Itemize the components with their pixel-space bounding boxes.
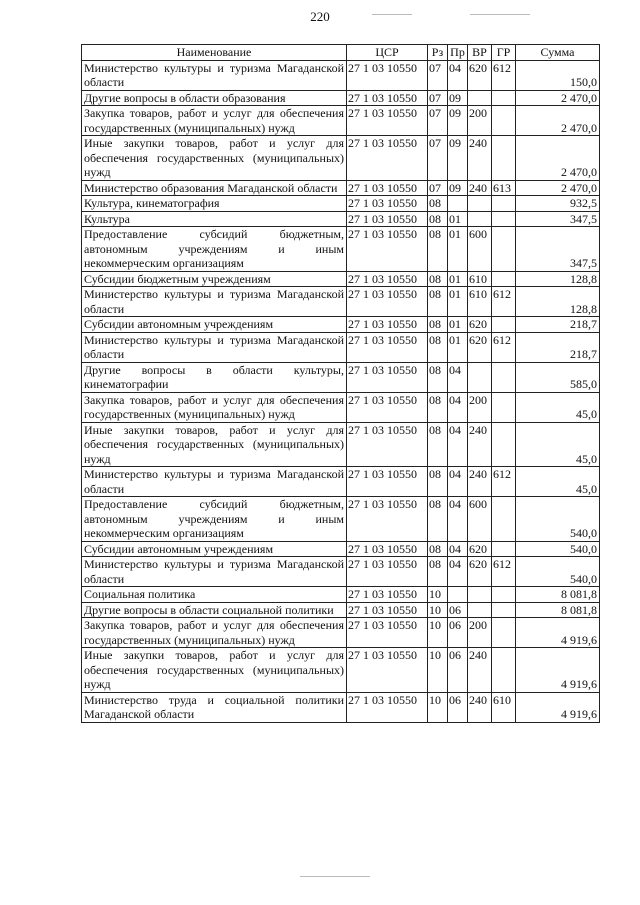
cell-rz: 07: [428, 90, 448, 106]
cell-rz: 08: [428, 541, 448, 557]
cell-rz: 10: [428, 692, 448, 722]
cell-csr: 27 1 03 10550: [347, 618, 428, 648]
cell-sum: 540,0: [516, 557, 600, 587]
cell-rz: 07: [428, 106, 448, 136]
scan-artifact: [300, 876, 370, 877]
table-row: [82, 227, 600, 272]
cell-pr: 01: [448, 332, 468, 362]
table-row: [82, 602, 600, 618]
cell-rz: 10: [428, 618, 448, 648]
cell-pr: 06: [448, 648, 468, 693]
cell-pr: 04: [448, 422, 468, 467]
header-rz: Рз: [428, 45, 448, 61]
table-row: [82, 362, 600, 392]
cell-rz: 08: [428, 497, 448, 542]
header-pr: Пр: [448, 45, 468, 61]
cell-sum: 4 919,6: [516, 648, 600, 693]
cell-sum: 585,0: [516, 362, 600, 392]
table-row: [82, 60, 600, 90]
cell-csr: 27 1 03 10550: [347, 422, 428, 467]
cell-sum: 8 081,8: [516, 602, 600, 618]
table-row: [82, 106, 600, 136]
cell-pr: 01: [448, 287, 468, 317]
cell-csr: 27 1 03 10550: [347, 211, 428, 227]
header-sum: Сумма: [516, 45, 600, 61]
cell-pr: 04: [448, 467, 468, 497]
cell-pr: 09: [448, 106, 468, 136]
cell-vr: [468, 602, 492, 618]
table-row: [82, 196, 600, 212]
cell-name: Субсидии бюджетным учреждениям: [82, 271, 347, 287]
cell-gr: 612: [492, 332, 516, 362]
cell-name: Другие вопросы в области культуры, кинематографии: [82, 362, 347, 392]
cell-gr: [492, 422, 516, 467]
cell-gr: [492, 227, 516, 272]
cell-vr: 620: [468, 557, 492, 587]
cell-gr: [492, 90, 516, 106]
table-row: [82, 271, 600, 287]
cell-vr: 610: [468, 271, 492, 287]
cell-csr: 27 1 03 10550: [347, 648, 428, 693]
cell-pr: 01: [448, 227, 468, 272]
cell-csr: 27 1 03 10550: [347, 587, 428, 603]
table-row: [82, 422, 600, 467]
cell-rz: 10: [428, 602, 448, 618]
cell-vr: 200: [468, 618, 492, 648]
cell-vr: 240: [468, 648, 492, 693]
cell-sum: 2 470,0: [516, 136, 600, 181]
table-body: [82, 60, 600, 722]
cell-gr: [492, 618, 516, 648]
cell-vr: [468, 587, 492, 603]
cell-csr: 27 1 03 10550: [347, 602, 428, 618]
cell-rz: 08: [428, 332, 448, 362]
cell-pr: 06: [448, 618, 468, 648]
cell-sum: 150,0: [516, 60, 600, 90]
cell-sum: 347,5: [516, 211, 600, 227]
table-row: [82, 211, 600, 227]
cell-sum: 8 081,8: [516, 587, 600, 603]
cell-sum: 45,0: [516, 467, 600, 497]
cell-csr: 27 1 03 10550: [347, 180, 428, 196]
table-row: [82, 541, 600, 557]
header-gr: ГР: [492, 45, 516, 61]
cell-name: Иные закупки товаров, работ и услуг для обеспечения государственных (муниципальных) нужд: [82, 136, 347, 181]
cell-vr: 620: [468, 541, 492, 557]
cell-vr: 610: [468, 287, 492, 317]
cell-name: Министерство культуры и туризма Магаданской области: [82, 287, 347, 317]
table-row: [82, 392, 600, 422]
cell-sum: 2 470,0: [516, 106, 600, 136]
budget-table-container: [81, 44, 599, 723]
cell-rz: 10: [428, 648, 448, 693]
cell-pr: 01: [448, 271, 468, 287]
budget-table: [81, 44, 600, 723]
cell-gr: [492, 602, 516, 618]
cell-gr: [492, 106, 516, 136]
cell-vr: 620: [468, 60, 492, 90]
cell-pr: 04: [448, 362, 468, 392]
cell-rz: 08: [428, 196, 448, 212]
cell-csr: 27 1 03 10550: [347, 227, 428, 272]
table-row: [82, 180, 600, 196]
table-row: [82, 692, 600, 722]
table-row: [82, 90, 600, 106]
cell-gr: [492, 317, 516, 333]
cell-rz: 07: [428, 180, 448, 196]
table-row: [82, 648, 600, 693]
cell-sum: 540,0: [516, 497, 600, 542]
cell-rz: 07: [428, 60, 448, 90]
cell-csr: 27 1 03 10550: [347, 557, 428, 587]
cell-sum: 128,8: [516, 271, 600, 287]
cell-gr: [492, 271, 516, 287]
cell-pr: 09: [448, 180, 468, 196]
table-header: [82, 45, 600, 61]
cell-csr: 27 1 03 10550: [347, 332, 428, 362]
cell-pr: 09: [448, 90, 468, 106]
cell-rz: 08: [428, 467, 448, 497]
cell-name: Другие вопросы в области социальной политики: [82, 602, 347, 618]
cell-name: Министерство образования Магаданской области: [82, 180, 347, 196]
cell-pr: 01: [448, 211, 468, 227]
cell-rz: 10: [428, 587, 448, 603]
cell-name: Иные закупки товаров, работ и услуг для обеспечения государственных (муниципальных) нужд: [82, 648, 347, 693]
cell-rz: 08: [428, 211, 448, 227]
cell-csr: 27 1 03 10550: [347, 362, 428, 392]
cell-csr: 27 1 03 10550: [347, 106, 428, 136]
cell-sum: 932,5: [516, 196, 600, 212]
cell-sum: 45,0: [516, 422, 600, 467]
cell-vr: 200: [468, 106, 492, 136]
table-row: [82, 136, 600, 181]
cell-vr: 600: [468, 497, 492, 542]
table-row: [82, 332, 600, 362]
cell-sum: 128,8: [516, 287, 600, 317]
cell-rz: 08: [428, 422, 448, 467]
cell-rz: 07: [428, 136, 448, 181]
cell-pr: 04: [448, 392, 468, 422]
cell-pr: 09: [448, 136, 468, 181]
cell-name: Закупка товаров, работ и услуг для обеспечения государственных (муниципальных) нужд: [82, 106, 347, 136]
cell-vr: [468, 211, 492, 227]
cell-pr: 01: [448, 317, 468, 333]
cell-gr: [492, 136, 516, 181]
scan-artifact: [470, 14, 530, 15]
cell-name: Закупка товаров, работ и услуг для обеспечения государственных (муниципальных) нужд: [82, 392, 347, 422]
cell-vr: [468, 90, 492, 106]
cell-csr: 27 1 03 10550: [347, 90, 428, 106]
cell-pr: 04: [448, 541, 468, 557]
cell-rz: 08: [428, 287, 448, 317]
cell-csr: 27 1 03 10550: [347, 541, 428, 557]
cell-pr: [448, 196, 468, 212]
cell-gr: [492, 541, 516, 557]
header-vr: ВР: [468, 45, 492, 61]
cell-name: Министерство культуры и туризма Магаданской области: [82, 60, 347, 90]
cell-vr: 200: [468, 392, 492, 422]
table-row: [82, 497, 600, 542]
cell-vr: 240: [468, 180, 492, 196]
cell-vr: 240: [468, 136, 492, 181]
cell-csr: 27 1 03 10550: [347, 317, 428, 333]
page-number: 220: [310, 9, 330, 24]
cell-gr: 613: [492, 180, 516, 196]
cell-vr: [468, 362, 492, 392]
cell-pr: 04: [448, 557, 468, 587]
cell-gr: [492, 211, 516, 227]
cell-gr: [492, 196, 516, 212]
cell-sum: 218,7: [516, 332, 600, 362]
cell-name: Субсидии автономным учреждениям: [82, 541, 347, 557]
scan-artifact: [372, 14, 412, 15]
cell-vr: 240: [468, 467, 492, 497]
cell-csr: 27 1 03 10550: [347, 196, 428, 212]
cell-sum: 45,0: [516, 392, 600, 422]
table-row: [82, 467, 600, 497]
cell-vr: [468, 196, 492, 212]
cell-sum: 347,5: [516, 227, 600, 272]
cell-sum: 218,7: [516, 317, 600, 333]
cell-name: Министерство культуры и туризма Магаданской области: [82, 467, 347, 497]
cell-rz: 08: [428, 557, 448, 587]
cell-pr: [448, 587, 468, 603]
cell-pr: 04: [448, 60, 468, 90]
cell-pr: 04: [448, 497, 468, 542]
cell-csr: 27 1 03 10550: [347, 287, 428, 317]
table-row: [82, 557, 600, 587]
cell-name: Культура, кинематография: [82, 196, 347, 212]
cell-rz: 08: [428, 227, 448, 272]
cell-name: Субсидии автономным учреждениям: [82, 317, 347, 333]
cell-name: Предоставление субсидий бюджетным, автономным учреждениям и иным некоммерческим организациям: [82, 497, 347, 542]
cell-name: Культура: [82, 211, 347, 227]
cell-csr: 27 1 03 10550: [347, 692, 428, 722]
header-row: [82, 45, 600, 61]
cell-csr: 27 1 03 10550: [347, 467, 428, 497]
cell-gr: 612: [492, 287, 516, 317]
cell-csr: 27 1 03 10550: [347, 136, 428, 181]
cell-sum: 2 470,0: [516, 180, 600, 196]
header-name: Наименование: [82, 45, 347, 61]
header-csr: ЦСР: [347, 45, 428, 61]
table-row: [82, 618, 600, 648]
cell-gr: 610: [492, 692, 516, 722]
cell-vr: 620: [468, 332, 492, 362]
cell-name: Предоставление субсидий бюджетным, автономным учреждениям и иным некоммерческим организациям: [82, 227, 347, 272]
cell-csr: 27 1 03 10550: [347, 392, 428, 422]
cell-vr: 600: [468, 227, 492, 272]
cell-vr: 240: [468, 692, 492, 722]
cell-name: Социальная политика: [82, 587, 347, 603]
table-row: [82, 287, 600, 317]
cell-name: Министерство культуры и туризма Магаданской области: [82, 332, 347, 362]
cell-rz: 08: [428, 392, 448, 422]
cell-gr: 612: [492, 60, 516, 90]
cell-gr: [492, 587, 516, 603]
cell-csr: 27 1 03 10550: [347, 60, 428, 90]
cell-gr: 612: [492, 557, 516, 587]
cell-name: Другие вопросы в области образования: [82, 90, 347, 106]
cell-sum: 540,0: [516, 541, 600, 557]
cell-vr: 620: [468, 317, 492, 333]
cell-csr: 27 1 03 10550: [347, 271, 428, 287]
cell-gr: [492, 497, 516, 542]
table-row: [82, 587, 600, 603]
cell-gr: [492, 362, 516, 392]
cell-pr: 06: [448, 602, 468, 618]
cell-name: Министерство культуры и туризма Магаданской области: [82, 557, 347, 587]
cell-rz: 08: [428, 271, 448, 287]
cell-name: Закупка товаров, работ и услуг для обеспечения государственных (муниципальных) нужд: [82, 618, 347, 648]
cell-vr: 240: [468, 422, 492, 467]
cell-sum: 4 919,6: [516, 618, 600, 648]
cell-gr: [492, 648, 516, 693]
table-row: [82, 317, 600, 333]
cell-gr: 612: [492, 467, 516, 497]
cell-pr: 06: [448, 692, 468, 722]
cell-gr: [492, 392, 516, 422]
cell-sum: 2 470,0: [516, 90, 600, 106]
cell-name: Министерство труда и социальной политики Магаданской области: [82, 692, 347, 722]
cell-sum: 4 919,6: [516, 692, 600, 722]
cell-rz: 08: [428, 317, 448, 333]
cell-csr: 27 1 03 10550: [347, 497, 428, 542]
cell-name: Иные закупки товаров, работ и услуг для обеспечения государственных (муниципальных) нужд: [82, 422, 347, 467]
cell-rz: 08: [428, 362, 448, 392]
